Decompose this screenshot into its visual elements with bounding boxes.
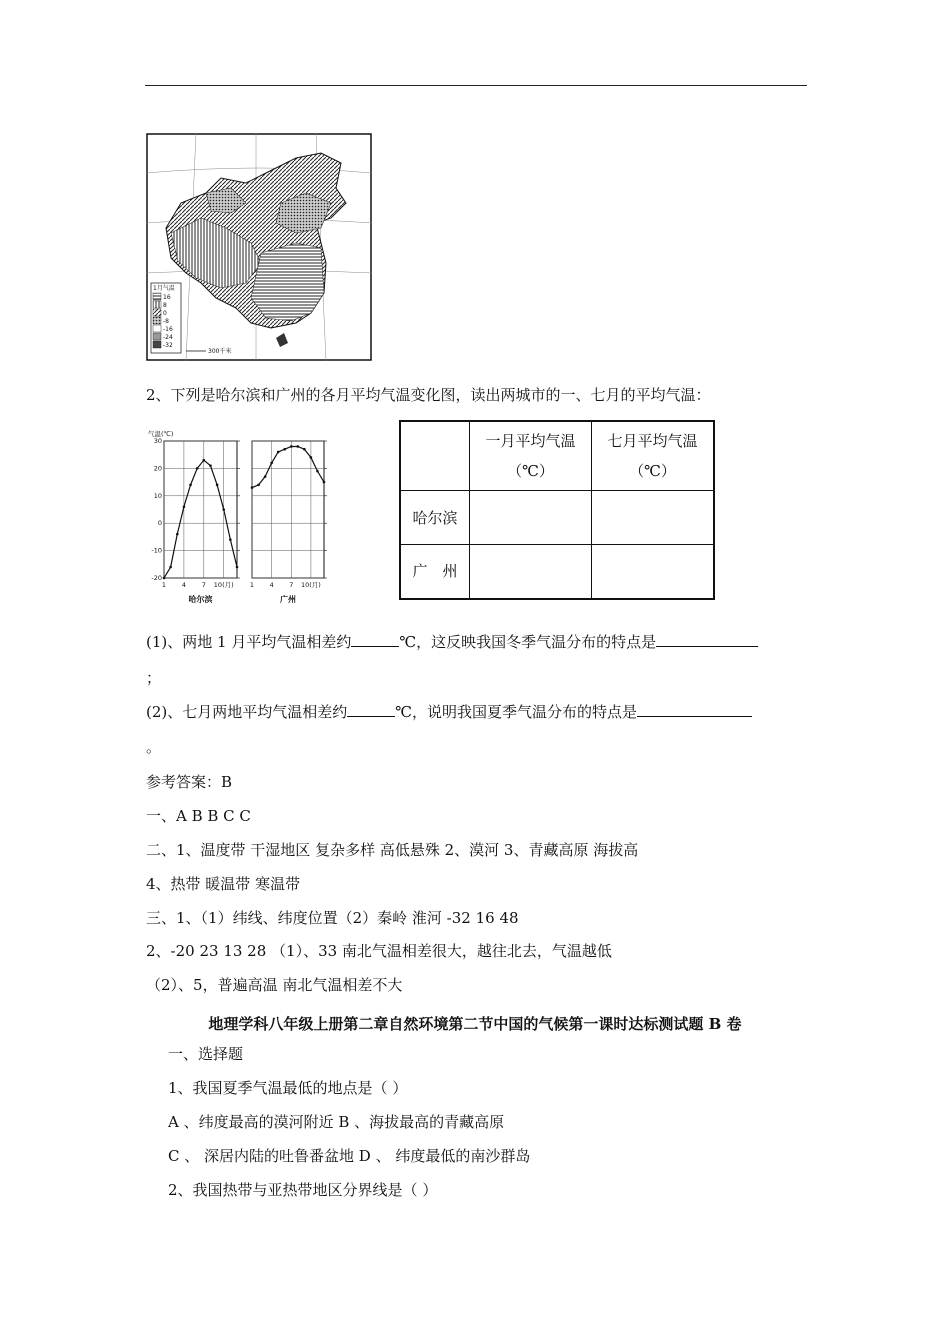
answer-line: 三、1、（1）纬线、纬度位置（2）秦岭 淮河 -32 16 48 <box>146 909 519 927</box>
q2-2-end-mark: 。 <box>146 738 162 756</box>
chart-data-point <box>176 533 179 536</box>
map-legend-value: 0 <box>163 310 167 317</box>
chart-y-tick-label: 20 <box>153 464 162 473</box>
chart-data-point <box>283 448 286 451</box>
chart-data-point <box>290 445 293 448</box>
chart-data-point <box>203 459 206 462</box>
table-cell-harbin-july[interactable] <box>592 491 715 545</box>
question-2-part-2 <box>146 701 752 723</box>
answer-key-title: 参考答案：B <box>146 773 233 791</box>
map-legend-value: -8 <box>163 318 169 325</box>
chart-x-tick-label: 1 <box>249 581 255 589</box>
chart-y-tick-label: -20 <box>151 574 162 582</box>
question-2-prompt: 2、下列是哈尔滨和广州的各月平均气温变化图，读出两城市的一、七月的平均气温： <box>146 386 711 404</box>
q2-1-blank-feature[interactable] <box>656 631 758 647</box>
q2-1-text-b: ℃，这反映我国冬季气温分布的特点是 <box>399 633 657 651</box>
table-header-july <box>592 421 715 491</box>
temperature-charts <box>146 423 346 608</box>
chart-series-line <box>252 446 324 487</box>
part-1-heading: 一、选择题 <box>168 1045 244 1063</box>
chart-y-axis-label: 气温(℃) <box>148 430 174 438</box>
map-scale-label: 300千米 <box>208 348 232 355</box>
table-header-july-line1: 七月平均气温 <box>607 432 698 450</box>
table-header-january-line2: （℃） <box>507 462 554 480</box>
map-legend-value: 16 <box>163 294 171 301</box>
chart-data-point <box>277 451 280 454</box>
table-cell-guangzhou-january[interactable] <box>470 545 592 599</box>
chart-data-point <box>196 467 199 470</box>
chart-y-tick-label: -10 <box>151 546 162 555</box>
table-row-label-harbin: 哈尔滨 <box>400 491 470 545</box>
chart-data-point <box>169 566 172 569</box>
chart-data-point <box>251 486 254 489</box>
chart-x-tick-label: 4 <box>181 581 186 589</box>
q2-2-text-a: (2)、七月两地平均气温相差约 <box>146 703 348 721</box>
chart-x-tick-label: 7 <box>201 581 206 589</box>
chart-data-point <box>163 577 166 580</box>
answer-line: 4、热带 暖温带 寒温带 <box>146 875 301 893</box>
china-january-temperature-map <box>146 133 372 361</box>
question-1-options-cd: C 、 深居内陆的吐鲁番盆地 D 、 纬度最低的南沙群岛 <box>168 1147 531 1165</box>
chart-data-point <box>189 484 192 487</box>
question-1-options-ab: A 、纬度最高的漠河附近 B 、海拔最高的青藏高原 <box>168 1113 505 1131</box>
table-cell-guangzhou-july[interactable] <box>592 545 715 599</box>
chart-x-tick-label: 4 <box>269 581 274 589</box>
table-header-january-line1: 一月平均气温 <box>485 432 576 450</box>
section-title: 地理学科八年级上册第二章自然环境第二节中国的气候第一课时达标测试题 B 卷 <box>208 1015 742 1033</box>
table-corner-cell <box>400 421 470 491</box>
chart-data-point <box>270 462 273 465</box>
table-row-label-guangzhou: 广 州 <box>400 545 470 599</box>
chart-data-point <box>316 470 319 473</box>
answer-table <box>399 420 715 600</box>
chart-data-point <box>209 464 212 467</box>
map-legend-value: -24 <box>163 334 173 341</box>
q2-2-blank-diff[interactable] <box>347 701 395 717</box>
chart-y-tick-label: 0 <box>157 519 162 528</box>
table-cell-harbin-january[interactable] <box>470 491 592 545</box>
chart-data-point <box>303 448 306 451</box>
chart-x-tick-label: 7 <box>289 581 294 589</box>
chart-y-tick-label: 30 <box>153 437 162 445</box>
chart-data-point <box>323 481 326 484</box>
q2-1-end-mark: ； <box>146 669 162 687</box>
chart-data-point <box>216 484 219 487</box>
header-rule <box>145 85 807 86</box>
chart-data-point <box>222 508 225 511</box>
chart-title: 哈尔滨 <box>188 595 213 604</box>
chart-data-point <box>257 484 260 487</box>
chart-series-line <box>164 460 237 578</box>
map-legend-title: 1月气温 <box>153 285 175 292</box>
map-legend-value: -32 <box>163 342 173 349</box>
answer-line: 2、-20 23 13 28 （1）、33 南北气温相差很大，越往北去，气温越低 <box>146 942 612 960</box>
question-2-part-1 <box>146 631 758 653</box>
chart-x-tick-label: 1 <box>161 581 167 589</box>
q2-2-blank-feature[interactable] <box>637 701 752 717</box>
question-1: 1、我国夏季气温最低的地点是（ ） <box>168 1079 408 1097</box>
chart-data-point <box>229 538 232 541</box>
q2-1-blank-diff[interactable] <box>351 631 399 647</box>
table-header-january <box>470 421 592 491</box>
chart-title: 广州 <box>280 595 296 604</box>
chart-data-point <box>310 456 313 459</box>
answer-line: 一、A B B C C <box>146 807 251 825</box>
table-header-july-line2: （℃） <box>629 462 676 480</box>
map-legend-value: -16 <box>163 326 173 333</box>
chart-x-tick-label: 10(月) <box>213 581 234 589</box>
chart-data-point <box>236 566 239 569</box>
chart-data-point <box>183 505 186 508</box>
chart-data-point <box>264 475 267 478</box>
q2-2-text-b: ℃，说明我国夏季气温分布的特点是 <box>395 703 638 721</box>
chart-y-tick-label: 10 <box>153 491 162 500</box>
chart-x-tick-label: 10(月) <box>300 581 321 589</box>
answer-line: 二、1、温度带 干湿地区 复杂多样 高低悬殊 2、漠河 3、青藏高原 海拔高 <box>146 841 639 859</box>
q2-1-text-a: (1)、两地 1 月平均气温相差约 <box>146 633 352 651</box>
answer-line: （2）、5，普遍高温 南北气温相差不大 <box>146 976 403 994</box>
chart-frame <box>164 441 237 578</box>
question-2-next: 2、我国热带与亚热带地区分界线是（ ） <box>168 1181 438 1199</box>
chart-data-point <box>297 445 300 448</box>
map-legend-value: 8 <box>163 302 167 309</box>
